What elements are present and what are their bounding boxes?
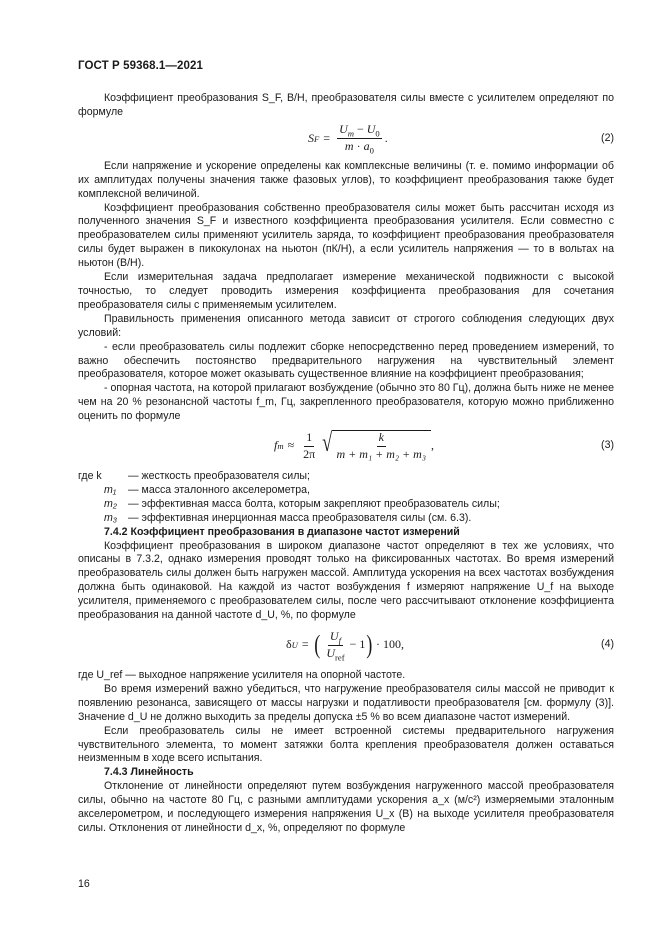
section-heading: 7.4.2 Коэффициент преобразования в диапазоне частот измерений — [104, 525, 460, 538]
formula-number: (4) — [601, 638, 614, 651]
paragraph: Если напряжение и ускорение определены как комплексные величины (т. е. помимо информации об их амплитудах получены значения также фазовых углов), то коэффициент преобразования также будет комплексной величиной. — [78, 159, 614, 200]
variable-definitions — [78, 470, 614, 526]
document-body — [78, 92, 614, 836]
square-root: √ $\frac{k}{\text{m + m₁ + m₂ + m₃}}$ — [320, 430, 431, 462]
paragraph: - опорная частота, на которой прилагают возбуждение (обычно это 80 Гц), должна быть ниже не менее чем на 20 % резонансной частоты f_m, Гц, закрепленного преобразователя, которую можно приближенно оценить по формуле — [78, 382, 614, 423]
standard-title: ГОСТ Р 59368.1—2021 — [78, 60, 203, 72]
definition-row: где k — жесткость преобразователя силы; — [78, 470, 310, 483]
paragraph: Отклонение от линейности определяют путем возбуждения нагруженного массой преобразователя силы, обычно на частоте 80 Гц, с разными амплитудами ускорения a_x (м/с²) измеряемыми эталонным акселерометром, и последующего измерения напряжения U_x (В) на выходе усилителя преобразователя силы. Отклонения от линейности d_x, %, определяют по формуле — [78, 780, 614, 834]
formula-4-expression: δ U = ( $\frac{U_f}{U_{ref}}$ − 1 ) · 100, — [286, 628, 405, 662]
formula-number: (2) — [601, 131, 614, 144]
paragraph: Если преобразователь силы не имеет встроенной системы предварительного нагружения чувствительного элемента, то момент затяжки болта крепления преобразователя должен оставаться неизменным в ходе всего испытания. — [78, 724, 614, 765]
formula-2-fraction: $\frac{U_m - U_0}{m \cdot a_0}$ — [339, 122, 380, 156]
formula-2 — [78, 122, 614, 156]
formula-3-expression: f m ≈ $\frac{1}{2\pi}$ √ $\frac{k}{\text{m + m₁ + m₂ + m₃}}$ , — [274, 428, 434, 462]
formula-3 — [78, 426, 614, 466]
paragraph: где U_ref — выходное напряжение усилителя на опорной частоте. — [78, 669, 406, 681]
formula-4 — [78, 625, 614, 665]
paragraph: Коэффициент преобразования собственно преобразователя силы может быть рассчитан исходя из полученного значения S_F и известного коэффициента преобразования усилителя. Если совместно с преобразователем силы применяют усилитель заряда, то коэффициент преобразования преобразователя силы будет выражен в пикокулонах на ньютон (пК/Н), а если усилитель напряжения — то в вольтах на ньютон (В/Н). — [78, 201, 614, 270]
formula-2-expression: S F = $\frac{U_m - U_0}{m \cdot a_0}$ . — [308, 122, 388, 156]
section-heading: 7.4.3 Линейность — [104, 766, 194, 779]
paragraph: Если измерительная задача предполагает измерение механической подвижности с высокой точностью, то следует проводить измерения коэффициента преобразования для сочетания преобразователя силы с применяемым усилителем. — [78, 271, 614, 311]
page-number: 16 — [78, 878, 90, 890]
formula-number: (3) — [601, 439, 614, 452]
paragraph: Во время измерений важно убедиться, что нагружение преобразователя силы массой не приводит к появлению резонанса, зависящего от массы нагрузки и податливости преобразователя [см. формулу (3)]. Значение d_U не должно выходить за пределы допуска ±5 % во всем диапазоне частот измерений. — [78, 682, 614, 723]
paragraph: - если преобразователь силы подлежит сборке непосредственно перед проведением измерений, то важно обеспечить постоянство предварительного нагружения на чувствительный элемент преобразователя, которое может оказывать существенное влияние на коэффициент преобразования; — [78, 340, 614, 381]
paragraph: Коэффициент преобразования в широком диапазоне частот определяют в тех же условиях, что описаны в 7.3.2, однако измерения проводят только на фиксированных частотах. Во время измерений преобразователь силы должен быть нагружен массой. Амплитуда ускорения на всех частотах возбуждения должна быть одинаковой. На каждой из частот возбуждения f измеряют напряжение U_f на выходе усилителя, применяемого с преобразователем силы, после чего рассчитывают отклонение коэффициента преобразования на данной частоте d_U, %, по формуле — [78, 539, 614, 622]
definition-row: m₃ — эффективная инерционная масса преобразователя силы (см. 6.3). — [104, 511, 472, 524]
paragraph: Правильность применения описанного метода зависит от строгого соблюдения следующих двух условий: — [78, 312, 614, 339]
definition-row: m₂ — эффективная масса болта, которым закрепляют преобразователь силы; — [104, 497, 500, 510]
definition-row: m₁ — масса эталонного акселерометра, — [104, 483, 310, 496]
paragraph: Коэффициент преобразования S_F, В/Н, преобразователя силы вместе с усилителем определяют по формуле — [78, 92, 614, 118]
